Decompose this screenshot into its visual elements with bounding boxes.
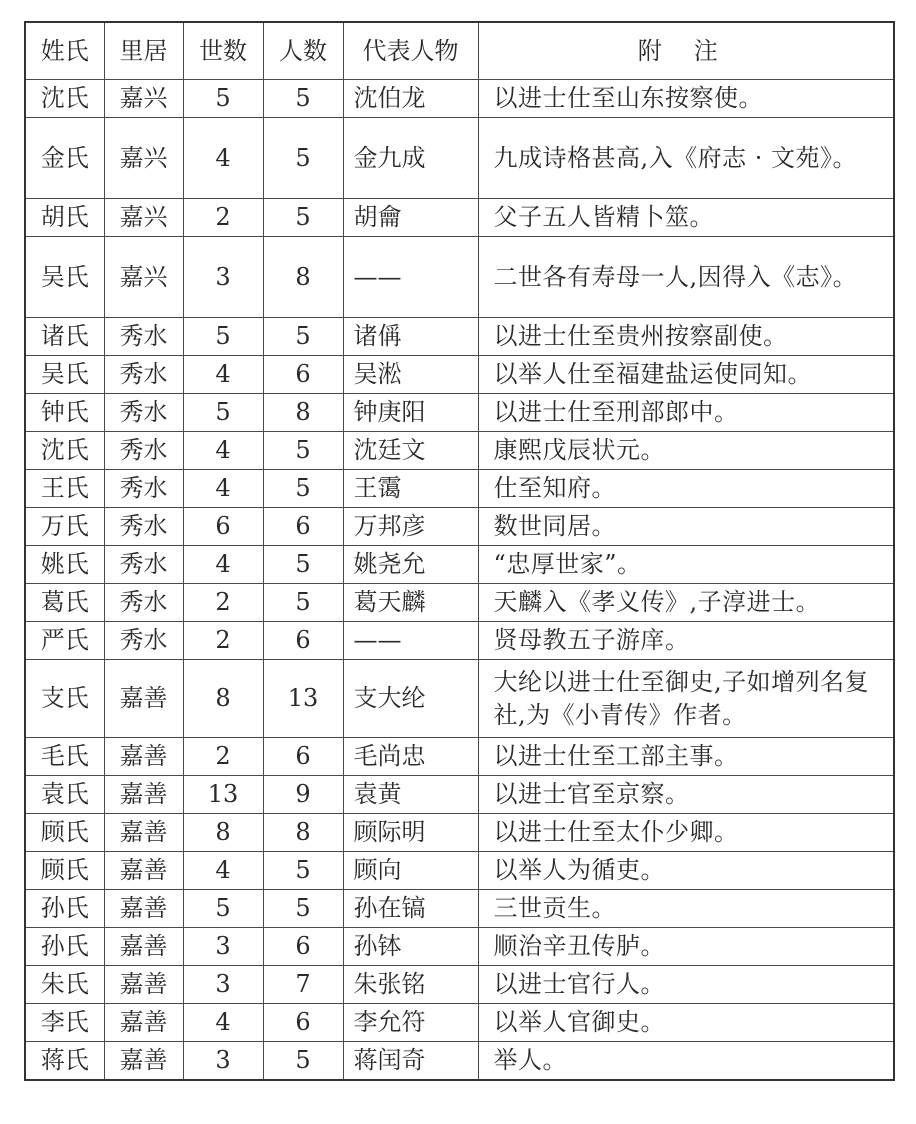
cell-figure: 钟庚阳 <box>343 394 478 432</box>
cell-generations: 5 <box>183 318 263 356</box>
table-row <box>25 432 894 470</box>
table-row <box>25 199 894 237</box>
table-row <box>25 584 894 622</box>
cell-surname: 顾氏 <box>25 814 104 852</box>
cell-note: 以进士仕至工部主事。 <box>478 738 894 776</box>
cell-generations: 6 <box>183 508 263 546</box>
cell-figure: 顾际明 <box>343 814 478 852</box>
cell-figure: —— <box>343 237 478 318</box>
table-row <box>25 814 894 852</box>
table-row <box>25 966 894 1004</box>
header-people: 人数 <box>263 22 343 80</box>
cell-note: 康熙戊辰状元。 <box>478 432 894 470</box>
cell-figure: 顾向 <box>343 852 478 890</box>
cell-note: 二世各有寿母一人,因得入《志》。 <box>478 237 894 318</box>
table-row <box>25 508 894 546</box>
cell-generations: 3 <box>183 966 263 1004</box>
family-table <box>24 21 895 1081</box>
cell-surname: 万氏 <box>25 508 104 546</box>
cell-surname: 孙氏 <box>25 890 104 928</box>
cell-figure: 姚尧允 <box>343 546 478 584</box>
cell-note: 顺治辛丑传胪。 <box>478 928 894 966</box>
cell-residence: 嘉善 <box>104 890 183 928</box>
cell-note: 以举人官御史。 <box>478 1004 894 1042</box>
cell-people: 6 <box>263 356 343 394</box>
cell-people: 5 <box>263 80 343 118</box>
cell-residence: 嘉兴 <box>104 80 183 118</box>
table-row <box>25 928 894 966</box>
cell-figure: 万邦彦 <box>343 508 478 546</box>
table-row <box>25 660 894 738</box>
table-row <box>25 852 894 890</box>
cell-surname: 朱氏 <box>25 966 104 1004</box>
table-row <box>25 738 894 776</box>
cell-note: 以进士仕至太仆少卿。 <box>478 814 894 852</box>
cell-note: 三世贡生。 <box>478 890 894 928</box>
cell-figure: —— <box>343 622 478 660</box>
cell-residence: 嘉善 <box>104 852 183 890</box>
cell-residence: 秀水 <box>104 546 183 584</box>
cell-surname: 诸氏 <box>25 318 104 356</box>
cell-note: 举人。 <box>478 1042 894 1081</box>
cell-people: 5 <box>263 584 343 622</box>
cell-residence: 嘉善 <box>104 814 183 852</box>
cell-people: 8 <box>263 814 343 852</box>
cell-figure: 支大纶 <box>343 660 478 738</box>
table-body <box>25 80 894 1081</box>
cell-figure: 吴淞 <box>343 356 478 394</box>
cell-figure: 朱张铭 <box>343 966 478 1004</box>
cell-note: 父子五人皆精卜筮。 <box>478 199 894 237</box>
cell-people: 6 <box>263 928 343 966</box>
cell-surname: 沈氏 <box>25 80 104 118</box>
cell-residence: 秀水 <box>104 622 183 660</box>
cell-generations: 8 <box>183 814 263 852</box>
cell-surname: 蒋氏 <box>25 1042 104 1081</box>
table-row <box>25 118 894 199</box>
cell-generations: 4 <box>183 470 263 508</box>
cell-people: 8 <box>263 394 343 432</box>
cell-people: 5 <box>263 118 343 199</box>
cell-generations: 2 <box>183 584 263 622</box>
cell-figure: 葛天麟 <box>343 584 478 622</box>
cell-surname: 金氏 <box>25 118 104 199</box>
table-row <box>25 890 894 928</box>
cell-generations: 13 <box>183 776 263 814</box>
cell-surname: 钟氏 <box>25 394 104 432</box>
table-row <box>25 394 894 432</box>
table-row <box>25 546 894 584</box>
cell-note: 以进士仕至山东按察使。 <box>478 80 894 118</box>
cell-people: 6 <box>263 1004 343 1042</box>
cell-generations: 5 <box>183 394 263 432</box>
cell-generations: 2 <box>183 622 263 660</box>
cell-surname: 姚氏 <box>25 546 104 584</box>
cell-residence: 嘉善 <box>104 928 183 966</box>
cell-residence: 秀水 <box>104 356 183 394</box>
cell-figure: 金九成 <box>343 118 478 199</box>
cell-generations: 5 <box>183 80 263 118</box>
cell-note: 贤母教五子游庠。 <box>478 622 894 660</box>
cell-figure: 袁黄 <box>343 776 478 814</box>
cell-residence: 嘉兴 <box>104 237 183 318</box>
cell-residence: 秀水 <box>104 394 183 432</box>
cell-surname: 沈氏 <box>25 432 104 470</box>
header-residence: 里居 <box>104 22 183 80</box>
cell-people: 5 <box>263 852 343 890</box>
cell-residence: 嘉善 <box>104 660 183 738</box>
cell-figure: 李允符 <box>343 1004 478 1042</box>
cell-figure: 沈廷文 <box>343 432 478 470</box>
cell-surname: 毛氏 <box>25 738 104 776</box>
cell-note: 以进士官行人。 <box>478 966 894 1004</box>
cell-generations: 4 <box>183 546 263 584</box>
cell-generations: 2 <box>183 738 263 776</box>
cell-residence: 嘉善 <box>104 966 183 1004</box>
cell-generations: 3 <box>183 928 263 966</box>
cell-people: 9 <box>263 776 343 814</box>
cell-surname: 袁氏 <box>25 776 104 814</box>
cell-surname: 吴氏 <box>25 237 104 318</box>
cell-surname: 王氏 <box>25 470 104 508</box>
cell-generations: 5 <box>183 890 263 928</box>
header-row <box>25 22 894 80</box>
cell-figure: 胡龠 <box>343 199 478 237</box>
cell-residence: 秀水 <box>104 432 183 470</box>
cell-people: 5 <box>263 470 343 508</box>
cell-surname: 吴氏 <box>25 356 104 394</box>
cell-figure: 王霭 <box>343 470 478 508</box>
cell-note: 以举人为循吏。 <box>478 852 894 890</box>
cell-people: 5 <box>263 199 343 237</box>
table-row <box>25 356 894 394</box>
cell-residence: 秀水 <box>104 470 183 508</box>
cell-generations: 4 <box>183 356 263 394</box>
cell-people: 5 <box>263 318 343 356</box>
header-figure: 代表人物 <box>343 22 478 80</box>
cell-note: “忠厚世家”。 <box>478 546 894 584</box>
cell-generations: 8 <box>183 660 263 738</box>
header-surname: 姓氏 <box>25 22 104 80</box>
cell-people: 6 <box>263 508 343 546</box>
table-row <box>25 470 894 508</box>
cell-residence: 嘉兴 <box>104 199 183 237</box>
cell-note: 天麟入《孝义传》,子淳进士。 <box>478 584 894 622</box>
table-row <box>25 776 894 814</box>
cell-figure: 蒋闰奇 <box>343 1042 478 1081</box>
cell-generations: 3 <box>183 237 263 318</box>
header-generations: 世数 <box>183 22 263 80</box>
cell-note: 以进士仕至刑部郎中。 <box>478 394 894 432</box>
cell-surname: 支氏 <box>25 660 104 738</box>
cell-generations: 4 <box>183 1004 263 1042</box>
cell-people: 5 <box>263 432 343 470</box>
cell-people: 6 <box>263 622 343 660</box>
cell-figure: 孙钵 <box>343 928 478 966</box>
cell-residence: 秀水 <box>104 508 183 546</box>
cell-figure: 沈伯龙 <box>343 80 478 118</box>
cell-people: 6 <box>263 738 343 776</box>
table-row <box>25 622 894 660</box>
cell-note: 以举人仕至福建盐运使同知。 <box>478 356 894 394</box>
cell-people: 5 <box>263 890 343 928</box>
cell-residence: 秀水 <box>104 318 183 356</box>
cell-people: 7 <box>263 966 343 1004</box>
cell-note: 仕至知府。 <box>478 470 894 508</box>
cell-note: 大纶以进士仕至御史,子如增列名复社,为《小青传》作者。 <box>478 660 894 738</box>
cell-note: 以进士仕至贵州按察副使。 <box>478 318 894 356</box>
cell-residence: 嘉善 <box>104 1004 183 1042</box>
cell-residence: 嘉善 <box>104 738 183 776</box>
cell-generations: 3 <box>183 1042 263 1081</box>
cell-generations: 4 <box>183 118 263 199</box>
cell-residence: 嘉善 <box>104 776 183 814</box>
cell-residence: 嘉兴 <box>104 118 183 199</box>
cell-surname: 孙氏 <box>25 928 104 966</box>
table-row <box>25 318 894 356</box>
cell-people: 5 <box>263 546 343 584</box>
cell-surname: 李氏 <box>25 1004 104 1042</box>
cell-figure: 毛尚忠 <box>343 738 478 776</box>
cell-generations: 4 <box>183 432 263 470</box>
cell-surname: 顾氏 <box>25 852 104 890</box>
cell-residence: 秀水 <box>104 584 183 622</box>
cell-note: 数世同居。 <box>478 508 894 546</box>
cell-surname: 胡氏 <box>25 199 104 237</box>
header-note: 附注 <box>478 22 894 80</box>
cell-generations: 2 <box>183 199 263 237</box>
cell-generations: 4 <box>183 852 263 890</box>
cell-note: 以进士官至京察。 <box>478 776 894 814</box>
cell-people: 8 <box>263 237 343 318</box>
table-row <box>25 1042 894 1081</box>
table-row <box>25 80 894 118</box>
table-row <box>25 1004 894 1042</box>
cell-note: 九成诗格甚高,入《府志 · 文苑》。 <box>478 118 894 199</box>
cell-surname: 葛氏 <box>25 584 104 622</box>
table-row <box>25 237 894 318</box>
cell-surname: 严氏 <box>25 622 104 660</box>
cell-residence: 嘉善 <box>104 1042 183 1081</box>
cell-figure: 诸偁 <box>343 318 478 356</box>
cell-people: 5 <box>263 1042 343 1081</box>
cell-people: 13 <box>263 660 343 738</box>
cell-figure: 孙在镐 <box>343 890 478 928</box>
